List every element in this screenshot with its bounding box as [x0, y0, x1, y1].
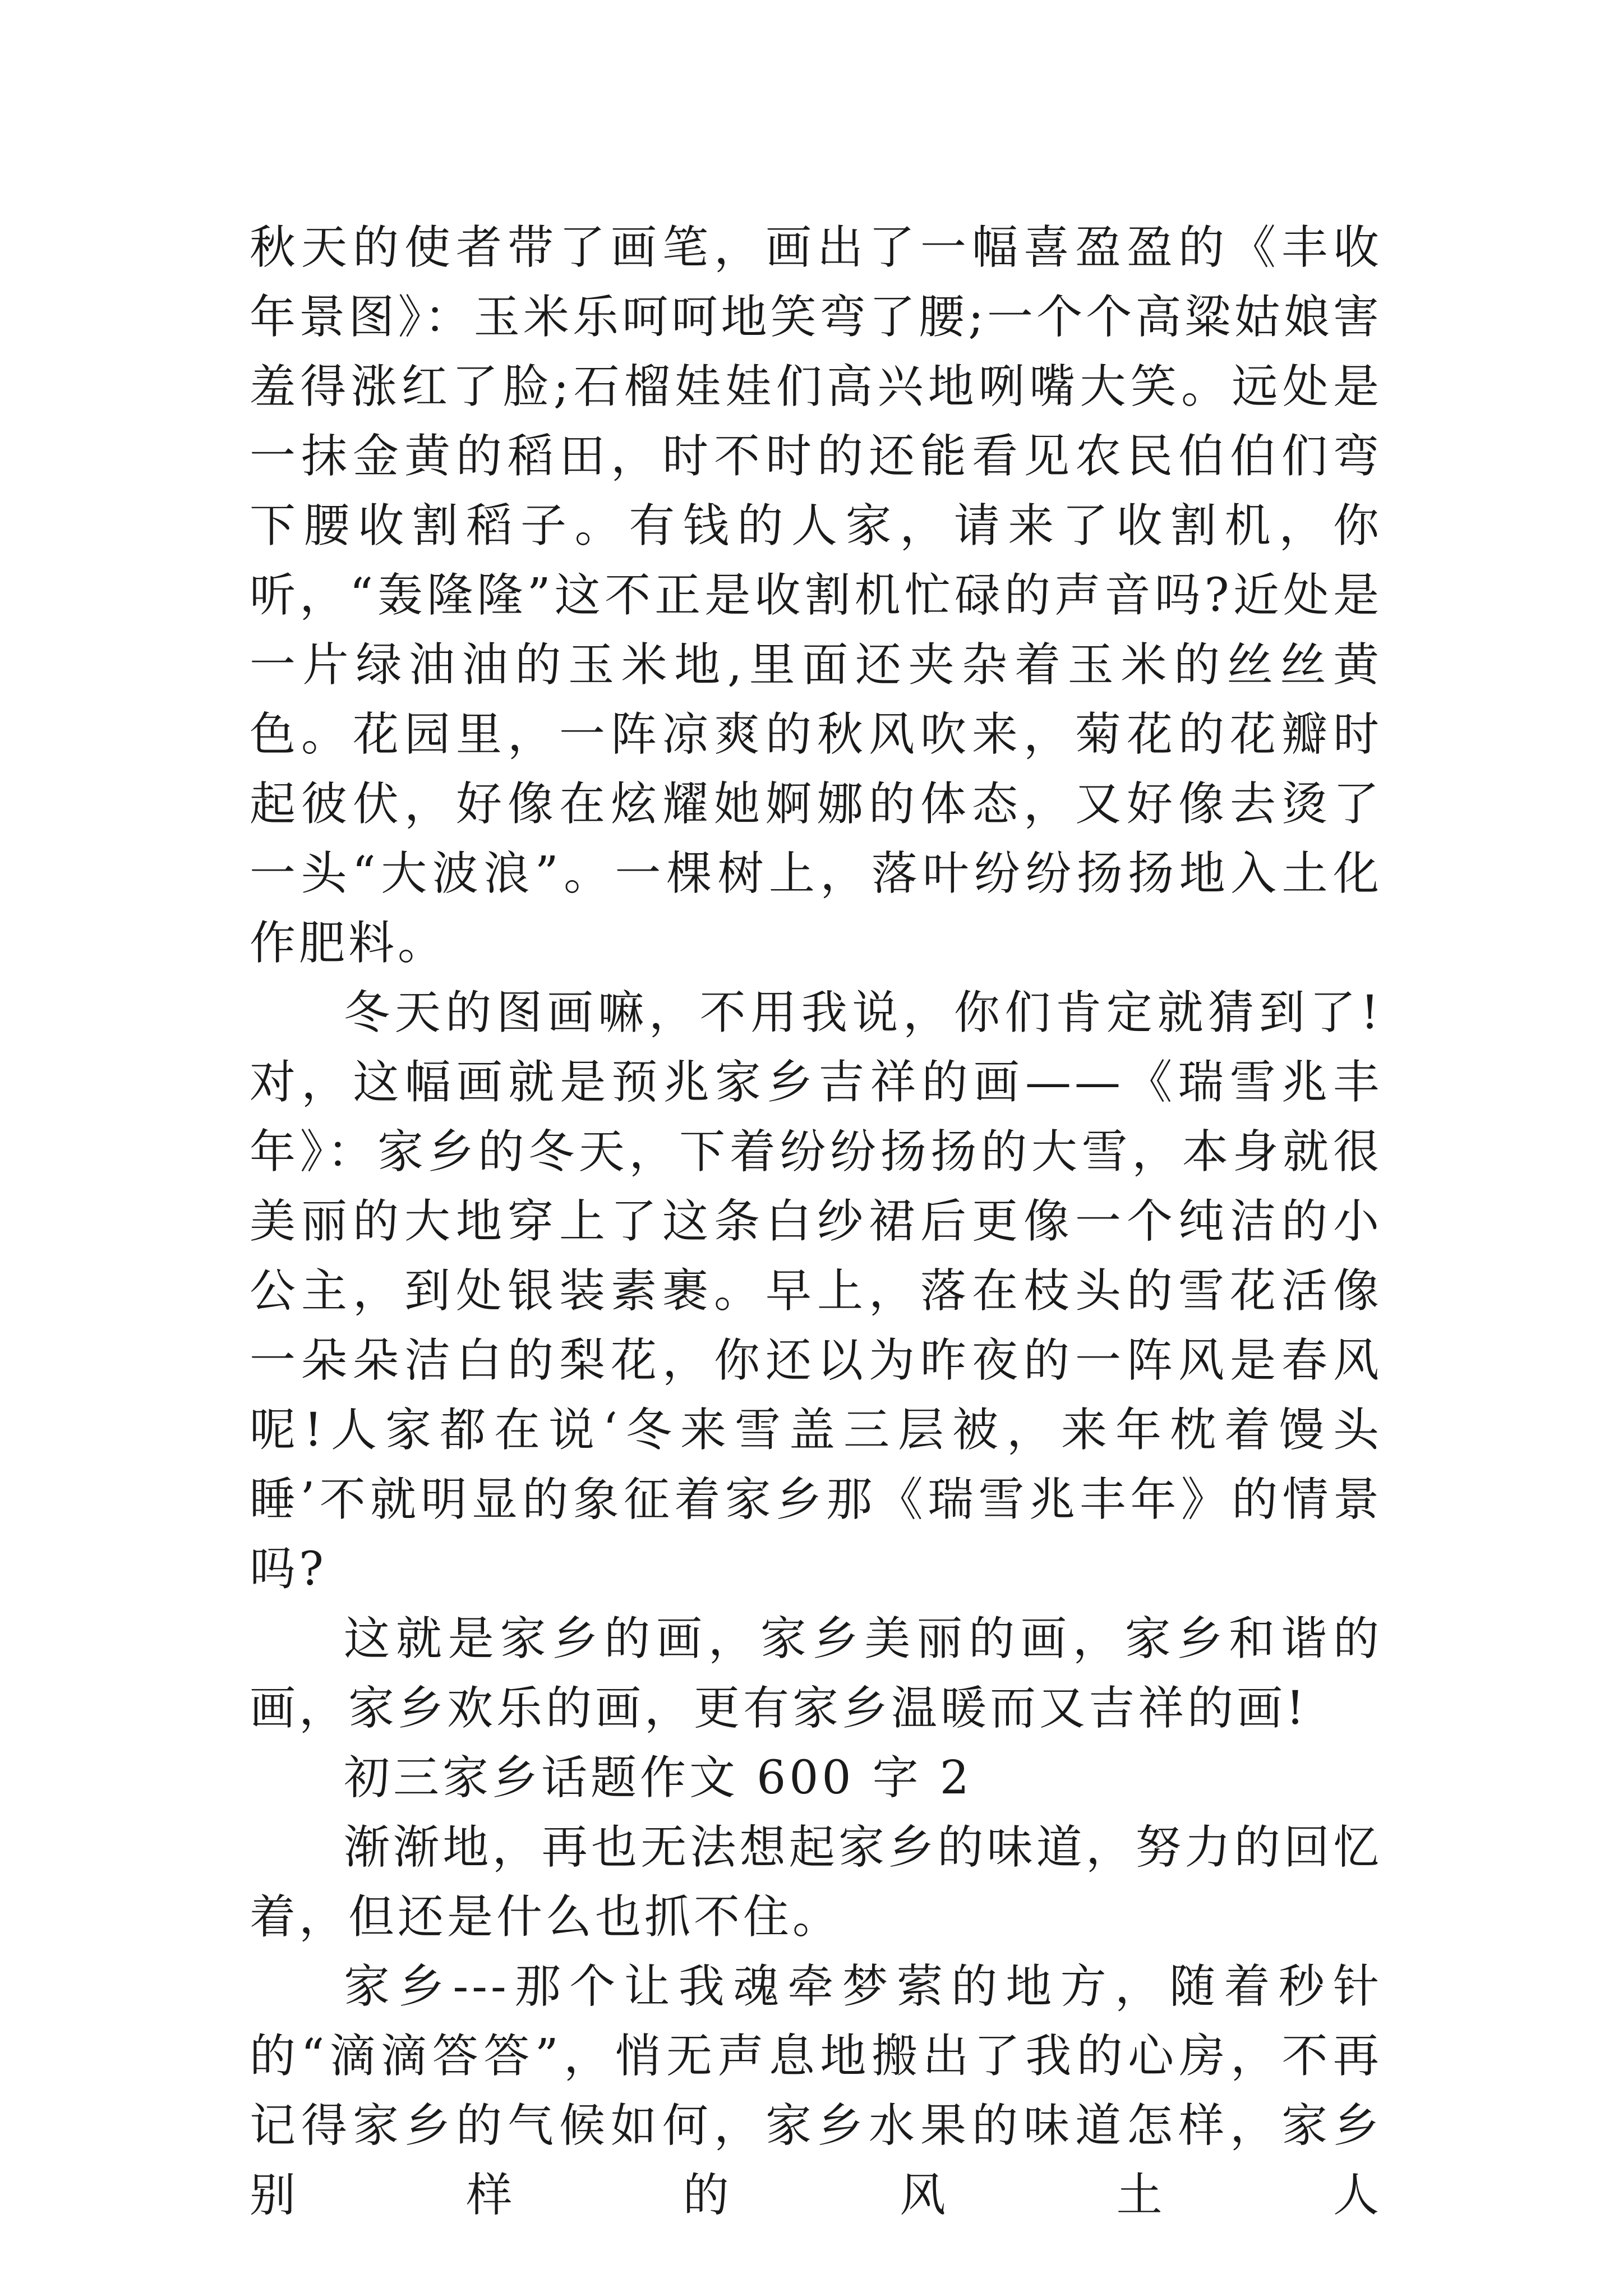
document-body [250, 213, 1382, 2230]
paragraph-autumn: 秋天的使者带了画笔，画出了一幅喜盈盈的《丰收年景图》：玉米乐呵呵地笑弯了腰;一个个高粱姑娘害羞得涨红了脸;石榴娃娃们高兴地咧嘴大笑。远处是一抹金黄的稻田，时不时的还能看见农民伯伯们弯下腰收割稻子。有钱的人家，请来了收割机，你听，“轰隆隆”这不正是收割机忙碌的声音吗?近处是一片绿油油的玉米地,里面还夹杂着玉米的丝丝黄色。花园里，一阵凉爽的秋风吹来，菊花的花瓣时起彼伏，好像在炫耀她婀娜的体态，又好像去烫了一头“大波浪”。一棵树上，落叶纷纷扬扬地入土化作肥料。 [250, 221, 1382, 970]
essay-heading: 初三家乡话题作文 600 字 2 [344, 1751, 972, 1805]
paragraph-winter: 冬天的图画嘛，不用我说，你们肯定就猜到了!对，这幅画就是预兆家乡吉祥的画——《瑞雪兆丰年》：家乡的冬天，下着纷纷扬扬的大雪，本身就很美丽的大地穿上了这条白纱裙后更像一个纯洁的小公主，到处银装素裹。早上，落在枝头的雪花活像一朵朵洁白的梨花，你还以为昨夜的一阵风是春风呢!人家都在说‘冬来雪盖三层被，来年枕着馒头睡’不就明显的象征着家乡那《瑞雪兆丰年》的情景吗? [250, 986, 1382, 1596]
paragraph-summary: 这就是家乡的画，家乡美丽的画，家乡和谐的画，家乡欢乐的画，更有家乡温暖而又吉祥的画! [250, 1612, 1382, 1735]
paragraph-hometown: 家乡---那个让我魂牵梦萦的地方，随着秒针的“滴滴答答”，悄无声息地搬出了我的心房，不再记得家乡的气候如何，家乡水果的味道怎样，家乡别样的风土人 [250, 1960, 1382, 2222]
paragraph-memory: 渐渐地，再也无法想起家乡的味道，努力的回忆着，但还是什么也抓不住。 [250, 1821, 1382, 1944]
